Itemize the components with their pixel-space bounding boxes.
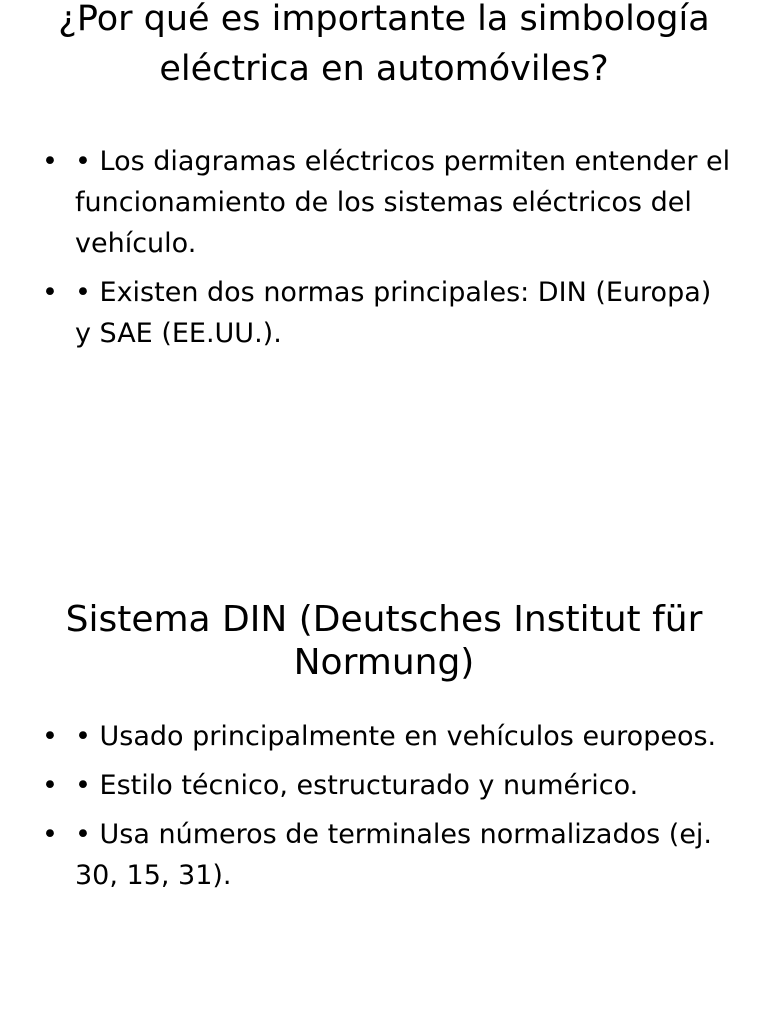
bullet-item — [42, 814, 732, 896]
bullet-text: • Usado principalmente en vehículos europeos. — [75, 721, 717, 752]
bullet-marker-icon: • — [42, 146, 58, 177]
bullet-marker-icon: • — [42, 277, 58, 308]
bullet-text: • Los diagramas eléctricos permiten entender el funcionamiento de los sistemas eléctricos del vehículo. — [75, 146, 731, 259]
bullet-marker-icon: • — [42, 819, 58, 850]
slide-title: Sistema DIN (Deutsches Institut für Normung) — [65, 599, 703, 683]
bullet-marker-icon: • — [42, 721, 58, 752]
bullet-item — [42, 141, 732, 264]
bullet-text: • Existen dos normas principales: DIN (Europa) y SAE (EE.UU.). — [75, 277, 712, 349]
bullet-item — [42, 272, 732, 354]
bullet-list — [42, 141, 732, 362]
bullet-item — [42, 716, 732, 757]
slide-2 — [0, 512, 768, 1024]
bullet-list — [42, 716, 732, 904]
bullet-marker-icon: • — [42, 770, 58, 801]
bullet-text: • Usa números de terminales normalizados (ej. 30, 15, 31). — [75, 819, 713, 891]
bullet-item — [42, 765, 732, 806]
slide-title: ¿Por qué es importante la simbología eléctrica en automóviles? — [58, 0, 710, 89]
bullet-text: • Estilo técnico, estructurado y numérico. — [75, 770, 639, 801]
